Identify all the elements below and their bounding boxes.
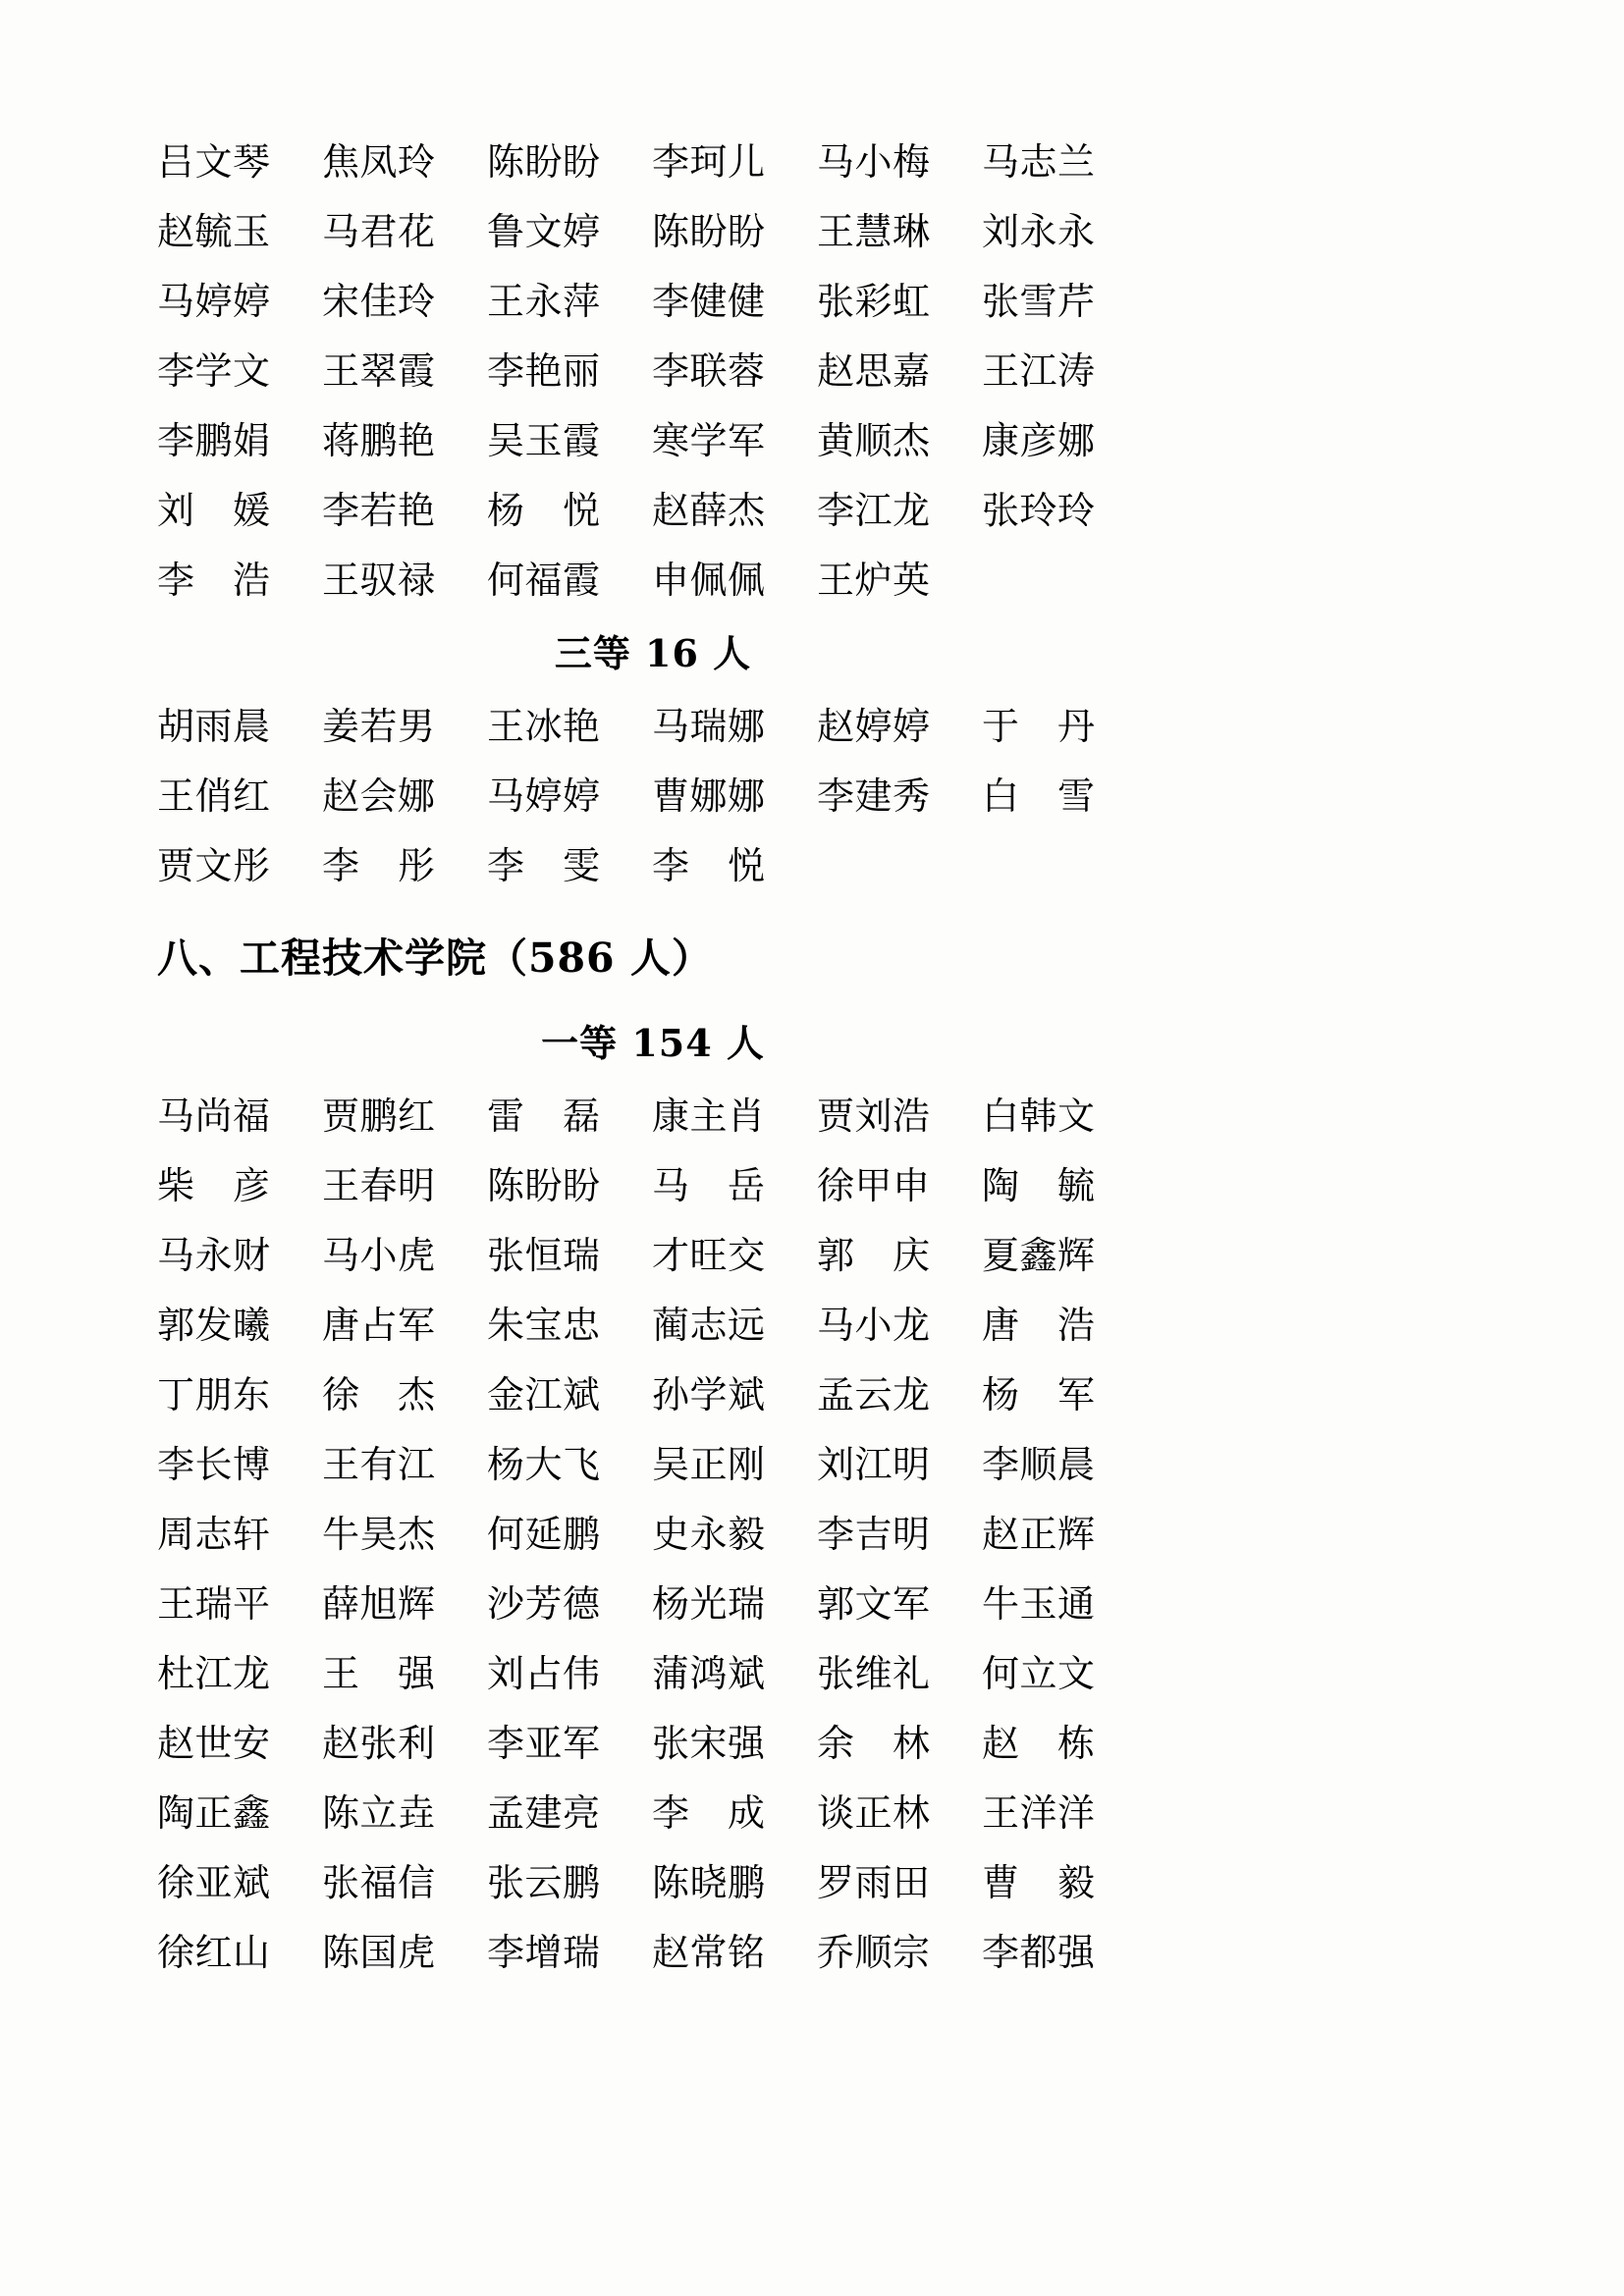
name-cell: 丁朋东 — [157, 1373, 271, 1416]
name-cell: 王瑞平 — [157, 1582, 271, 1626]
name-row — [157, 546, 1149, 615]
name-cell: 乔顺宗 — [817, 1931, 931, 1974]
name-row — [157, 1639, 1149, 1709]
name-row — [157, 1361, 1149, 1430]
name-cell: 马小梅 — [817, 140, 931, 184]
grade-heading-third-prize: 三等 16 人 — [554, 631, 752, 675]
name-row — [157, 831, 1149, 901]
name-row — [157, 1500, 1149, 1570]
name-cell: 杨光瑞 — [652, 1582, 766, 1626]
name-cell: 李 彤 — [322, 844, 436, 887]
name-cell: 李吉明 — [817, 1513, 931, 1556]
name-row — [157, 197, 1149, 267]
name-cell: 王洋洋 — [982, 1791, 1096, 1835]
name-row — [157, 762, 1149, 831]
name-cell: 李亚军 — [487, 1722, 601, 1765]
name-cell: 赵会娜 — [322, 774, 436, 818]
name-cell: 蒋鹏艳 — [322, 419, 436, 462]
name-grid-third-prize — [157, 692, 1428, 901]
name-cell: 李鹏娟 — [157, 419, 271, 462]
name-cell: 杨大飞 — [487, 1443, 601, 1486]
name-cell: 刘 媛 — [157, 489, 271, 532]
section-heading-engineering-college: 八、工程技术学院（586 人） — [157, 934, 713, 982]
name-cell: 杜江龙 — [157, 1652, 271, 1695]
name-cell: 王炉英 — [817, 559, 931, 602]
name-cell: 王冰艳 — [487, 705, 601, 748]
name-cell: 张宋强 — [652, 1722, 766, 1765]
name-cell: 王有江 — [322, 1443, 436, 1486]
name-cell: 康彦娜 — [982, 419, 1096, 462]
name-row — [157, 1151, 1149, 1221]
name-cell: 李都强 — [982, 1931, 1096, 1974]
name-cell: 孟建亮 — [487, 1791, 601, 1835]
name-cell: 白 雪 — [982, 774, 1096, 818]
name-cell: 李学文 — [157, 349, 271, 393]
name-cell: 王驭禄 — [322, 559, 436, 602]
name-row — [157, 1779, 1149, 1848]
name-cell: 赵正辉 — [982, 1513, 1096, 1556]
name-cell: 赵世安 — [157, 1722, 271, 1765]
name-cell: 李 成 — [652, 1791, 766, 1835]
name-cell: 赵思嘉 — [817, 349, 931, 393]
name-cell: 赵常铭 — [652, 1931, 766, 1974]
name-cell: 陶正鑫 — [157, 1791, 271, 1835]
name-cell: 张彩虹 — [817, 280, 931, 323]
name-cell-empty — [982, 831, 1147, 901]
name-cell: 朱宝忠 — [487, 1304, 601, 1347]
name-cell: 唐占军 — [322, 1304, 436, 1347]
name-cell: 郭发曦 — [157, 1304, 271, 1347]
name-cell: 史永毅 — [652, 1513, 766, 1556]
name-cell: 曹娜娜 — [652, 774, 766, 818]
name-cell: 贾鹏红 — [322, 1095, 436, 1138]
name-cell: 何延鹏 — [487, 1513, 601, 1556]
name-cell: 赵张利 — [322, 1722, 436, 1765]
name-cell: 申佩佩 — [652, 559, 766, 602]
name-cell: 张云鹏 — [487, 1861, 601, 1904]
name-row — [157, 476, 1149, 546]
name-cell: 徐 杰 — [322, 1373, 436, 1416]
name-cell: 李建秀 — [817, 774, 931, 818]
name-cell: 赵薛杰 — [652, 489, 766, 532]
name-cell: 何立文 — [982, 1652, 1096, 1695]
name-cell: 柴 彦 — [157, 1164, 271, 1207]
name-cell: 杨 悦 — [487, 489, 601, 532]
name-cell: 宋佳玲 — [322, 280, 436, 323]
grade-heading-first-prize: 一等 154 人 — [541, 1021, 765, 1065]
name-cell: 余 林 — [817, 1722, 931, 1765]
name-cell: 徐甲申 — [817, 1164, 931, 1207]
name-cell: 陈立垚 — [322, 1791, 436, 1835]
name-cell: 贾刘浩 — [817, 1095, 931, 1138]
name-cell: 马婷婷 — [487, 774, 601, 818]
name-cell: 马 岳 — [652, 1164, 766, 1207]
name-cell: 康主肖 — [652, 1095, 766, 1138]
name-row — [157, 1221, 1149, 1291]
name-cell: 才旺交 — [652, 1234, 766, 1277]
name-cell: 薛旭辉 — [322, 1582, 436, 1626]
name-cell: 马志兰 — [982, 140, 1096, 184]
name-cell-empty — [982, 546, 1147, 615]
name-row — [157, 1709, 1149, 1779]
name-cell: 杨 军 — [982, 1373, 1096, 1416]
name-cell: 雷 磊 — [487, 1095, 601, 1138]
name-grid-first-prize — [157, 1082, 1428, 1988]
name-cell: 王春明 — [322, 1164, 436, 1207]
name-cell: 白韩文 — [982, 1095, 1096, 1138]
name-cell: 李 雯 — [487, 844, 601, 887]
name-cell: 李增瑞 — [487, 1931, 601, 1974]
name-cell: 马婷婷 — [157, 280, 271, 323]
name-cell: 寒学军 — [652, 419, 766, 462]
name-cell-empty — [817, 831, 982, 901]
name-cell: 陈盼盼 — [487, 1164, 601, 1207]
name-cell: 黄顺杰 — [817, 419, 931, 462]
name-cell: 徐红山 — [157, 1931, 271, 1974]
name-row — [157, 1848, 1149, 1918]
name-cell: 张恒瑞 — [487, 1234, 601, 1277]
name-cell: 马小龙 — [817, 1304, 931, 1347]
name-cell: 王江涛 — [982, 349, 1096, 393]
name-cell: 牛玉通 — [982, 1582, 1096, 1626]
name-cell: 王 强 — [322, 1652, 436, 1695]
name-cell: 夏鑫辉 — [982, 1234, 1096, 1277]
name-cell: 罗雨田 — [817, 1861, 931, 1904]
name-row — [157, 692, 1149, 762]
name-cell: 吴正刚 — [652, 1443, 766, 1486]
name-cell: 赵毓玉 — [157, 210, 271, 253]
name-cell: 谈正林 — [817, 1791, 931, 1835]
name-cell: 刘占伟 — [487, 1652, 601, 1695]
document-content — [157, 128, 1428, 1988]
name-cell: 张福信 — [322, 1861, 436, 1904]
name-cell: 张维礼 — [817, 1652, 931, 1695]
name-cell: 曹 毅 — [982, 1861, 1096, 1904]
name-cell: 蔺志远 — [652, 1304, 766, 1347]
name-cell: 周志轩 — [157, 1513, 271, 1556]
name-cell: 马尚福 — [157, 1095, 271, 1138]
name-cell: 李珂儿 — [652, 140, 766, 184]
name-cell: 王永萍 — [487, 280, 601, 323]
name-cell: 吴玉霞 — [487, 419, 601, 462]
name-cell: 李艳丽 — [487, 349, 601, 393]
name-row — [157, 1082, 1149, 1151]
name-cell: 李江龙 — [817, 489, 931, 532]
name-cell: 马小虎 — [322, 1234, 436, 1277]
name-cell: 马君花 — [322, 210, 436, 253]
name-cell: 李若艳 — [322, 489, 436, 532]
name-cell: 赵 栋 — [982, 1722, 1096, 1765]
name-row — [157, 1430, 1149, 1500]
name-row — [157, 267, 1149, 337]
name-cell: 姜若男 — [322, 705, 436, 748]
name-cell: 刘江明 — [817, 1443, 931, 1486]
name-cell: 沙芳德 — [487, 1582, 601, 1626]
name-cell: 郭 庆 — [817, 1234, 931, 1277]
name-grid-animal-science-second-prize-continued — [157, 128, 1428, 615]
name-cell: 马瑞娜 — [652, 705, 766, 748]
name-cell: 王翠霞 — [322, 349, 436, 393]
name-cell: 马永财 — [157, 1234, 271, 1277]
name-cell: 于 丹 — [982, 705, 1096, 748]
name-cell: 李 悦 — [652, 844, 766, 887]
name-cell: 焦凤玲 — [322, 140, 436, 184]
name-cell: 蒲鸿斌 — [652, 1652, 766, 1695]
name-cell: 赵婷婷 — [817, 705, 931, 748]
name-cell: 何福霞 — [487, 559, 601, 602]
name-cell: 孙学斌 — [652, 1373, 766, 1416]
name-cell: 刘永永 — [982, 210, 1096, 253]
name-cell: 鲁文婷 — [487, 210, 601, 253]
name-cell: 陈晓鹏 — [652, 1861, 766, 1904]
name-row — [157, 1291, 1149, 1361]
name-cell: 张玲玲 — [982, 489, 1096, 532]
name-row — [157, 1570, 1149, 1639]
name-cell: 牛昊杰 — [322, 1513, 436, 1556]
name-cell: 贾文彤 — [157, 844, 271, 887]
name-cell: 孟云龙 — [817, 1373, 931, 1416]
name-cell: 李 浩 — [157, 559, 271, 602]
name-cell: 王俏红 — [157, 774, 271, 818]
name-row — [157, 128, 1149, 197]
name-cell: 金江斌 — [487, 1373, 601, 1416]
name-cell: 李健健 — [652, 280, 766, 323]
name-cell: 李长博 — [157, 1443, 271, 1486]
name-row — [157, 1918, 1149, 1988]
name-cell: 陶 毓 — [982, 1164, 1096, 1207]
name-cell: 张雪芹 — [982, 280, 1096, 323]
name-cell: 郭文军 — [817, 1582, 931, 1626]
name-row — [157, 337, 1149, 406]
name-cell: 胡雨晨 — [157, 705, 271, 748]
name-cell: 陈国虎 — [322, 1931, 436, 1974]
name-row — [157, 406, 1149, 476]
name-cell: 唐 浩 — [982, 1304, 1096, 1347]
name-cell: 吕文琴 — [157, 140, 271, 184]
name-cell: 王慧琳 — [817, 210, 931, 253]
name-cell: 陈盼盼 — [487, 140, 601, 184]
name-cell: 徐亚斌 — [157, 1861, 271, 1904]
name-cell: 李顺晨 — [982, 1443, 1096, 1486]
name-cell: 李联蓉 — [652, 349, 766, 393]
name-cell: 陈盼盼 — [652, 210, 766, 253]
